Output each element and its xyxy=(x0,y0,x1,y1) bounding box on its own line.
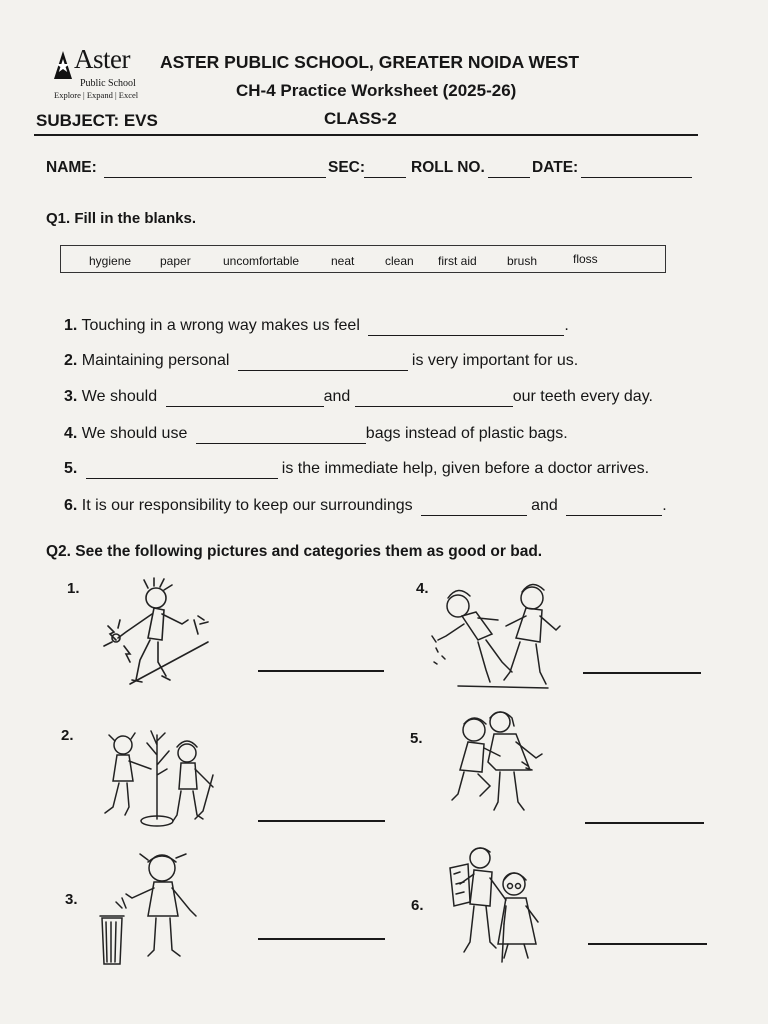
logo-name: Aster xyxy=(74,44,130,74)
item-text: . xyxy=(564,317,569,334)
answer-line[interactable] xyxy=(258,670,384,672)
word-bank-item: uncomfortable xyxy=(223,254,300,268)
answer-line[interactable] xyxy=(258,938,385,940)
answer-line[interactable] xyxy=(585,822,704,824)
worksheet-title: CH-4 Practice Worksheet (2025-26) xyxy=(236,81,517,100)
item-number: 5. xyxy=(64,460,78,477)
picture-number: 6. xyxy=(411,897,424,914)
logo-tagline: Explore | Expand | Excel xyxy=(54,90,139,100)
item-text: and xyxy=(531,497,558,514)
word-bank-item: hygiene xyxy=(89,254,132,268)
fighting-kids-icon xyxy=(428,576,570,692)
school-logo xyxy=(52,44,152,104)
picture-number: 5. xyxy=(410,730,423,747)
helping-elder-icon xyxy=(444,844,550,968)
school-title: ASTER PUBLIC SCHOOL, GREATER NOIDA WEST xyxy=(160,52,580,72)
class-label: CLASS-2 xyxy=(324,109,397,128)
answer-blank[interactable] xyxy=(196,425,366,444)
roll-field[interactable] xyxy=(488,163,530,178)
picture-number: 4. xyxy=(416,580,429,597)
logo-subtitle: Public School xyxy=(80,78,136,89)
sec-label: SEC: xyxy=(328,159,366,176)
item-text: Touching in a wrong way makes us feel xyxy=(81,317,360,334)
item-number: 1. xyxy=(64,317,78,334)
q2-title: Q2. See the following pictures and categories them as good or bad. xyxy=(46,543,543,560)
item-text: Maintaining personal xyxy=(81,352,230,369)
blank-item-6 xyxy=(64,497,667,516)
picture-number: 2. xyxy=(61,727,74,744)
answer-blank[interactable] xyxy=(566,497,662,516)
header-divider xyxy=(34,134,698,136)
word-bank-item: paper xyxy=(160,254,191,268)
item-text: It is our responsibility to keep our surroundings xyxy=(81,497,413,514)
item-text: and xyxy=(323,388,351,405)
answer-blank[interactable] xyxy=(355,388,513,407)
date-label: DATE: xyxy=(532,159,579,176)
electric-shock-icon xyxy=(96,576,214,692)
sec-field[interactable] xyxy=(364,163,406,178)
answer-blank[interactable] xyxy=(421,497,527,516)
item-text: We should use xyxy=(81,425,188,442)
dustbin-girl-icon xyxy=(98,846,208,972)
subject-label: SUBJECT: EVS xyxy=(36,111,158,130)
star-icon xyxy=(52,50,74,80)
word-bank-item: floss xyxy=(573,252,598,266)
picture-number: 1. xyxy=(67,580,80,597)
answer-line[interactable] xyxy=(583,672,701,674)
name-label: NAME: xyxy=(46,159,97,176)
blank-item-3 xyxy=(64,388,653,407)
item-text: We should xyxy=(81,388,158,405)
word-bank xyxy=(60,245,666,273)
item-number: 4. xyxy=(64,425,78,442)
q1-title: Q1. Fill in the blanks. xyxy=(46,210,197,227)
answer-blank[interactable] xyxy=(368,317,564,336)
planting-tree-icon xyxy=(95,715,223,833)
blank-item-2 xyxy=(64,352,578,371)
item-text: is very important for us. xyxy=(411,352,579,369)
item-number: 2. xyxy=(64,352,78,369)
roll-label: ROLL NO. xyxy=(411,159,485,176)
answer-blank[interactable] xyxy=(238,352,408,371)
word-bank-item: clean xyxy=(385,254,414,268)
word-bank-item: neat xyxy=(331,254,355,268)
item-text: bags instead of plastic bags. xyxy=(365,425,568,442)
item-text: . xyxy=(662,497,667,514)
answer-blank[interactable] xyxy=(166,388,324,407)
word-bank-item: first aid xyxy=(438,254,477,268)
blank-item-1 xyxy=(64,317,569,336)
name-field[interactable] xyxy=(104,163,326,178)
helping-friend-icon xyxy=(446,708,546,820)
item-text: our teeth every day. xyxy=(512,388,653,405)
item-text: is the immediate help, given before a doctor arrives. xyxy=(281,460,650,477)
answer-line[interactable] xyxy=(258,820,385,822)
answer-line[interactable] xyxy=(588,943,707,945)
answer-blank[interactable] xyxy=(86,460,278,479)
item-number: 3. xyxy=(64,388,78,405)
word-bank-item: brush xyxy=(507,254,538,268)
item-number: 6. xyxy=(64,497,78,514)
picture-number: 3. xyxy=(65,891,78,908)
blank-item-4 xyxy=(64,425,568,444)
blank-item-5 xyxy=(64,460,649,479)
date-field[interactable] xyxy=(581,163,692,178)
